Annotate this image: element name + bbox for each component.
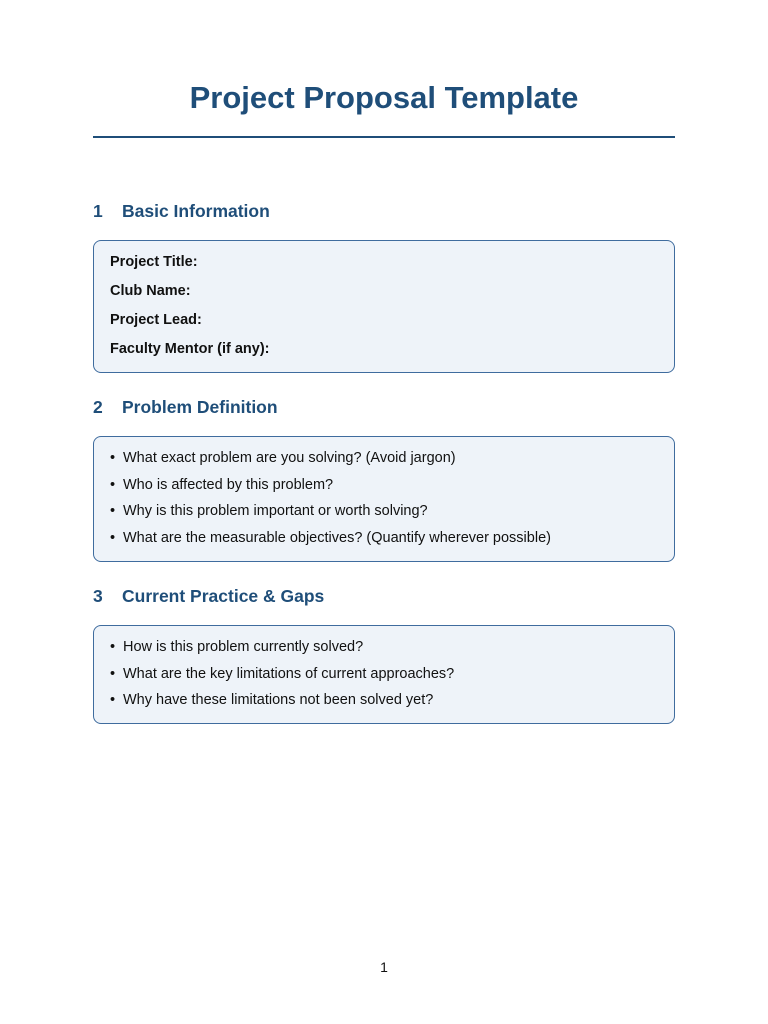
section-title: Basic Information [122,201,270,221]
bullet-icon: • [110,530,116,546]
section-number: 1 [93,201,103,221]
list-item: • What are the key limitations of current approaches? [110,666,455,682]
bullet-icon: • [110,477,116,493]
bullet-icon: • [110,692,116,708]
list-item: • Why have these limitations not been solved yet? [110,692,434,708]
current-practice-box [93,625,675,724]
section-heading-problem-definition [93,396,278,418]
section-number: 3 [93,586,103,606]
bullet-icon: • [110,503,116,519]
list-item: • Who is affected by this problem? [110,477,334,493]
basic-information-box [93,240,675,373]
list-item: • What are the measurable objectives? (Quantify wherever possible) [110,530,551,546]
bullet-icon: • [110,666,116,682]
club-name-field: Club Name: [110,283,191,299]
bullet-icon: • [110,639,116,655]
list-item: • Why is this problem important or worth solving? [110,503,428,519]
list-item: • How is this problem currently solved? [110,639,364,655]
section-heading-current-practice [93,585,324,607]
section-heading-basic-information [93,200,270,222]
title-divider [93,136,675,138]
page-title: Project Proposal Template [189,80,579,115]
bullet-icon: • [110,450,116,466]
problem-definition-box [93,436,675,562]
list-item: • What exact problem are you solving? (Avoid jargon) [110,450,456,466]
project-title-field: Project Title: [110,254,198,270]
page-number: 1 [380,959,388,975]
project-lead-field: Project Lead: [110,312,202,328]
section-number: 2 [93,397,103,417]
section-title: Current Practice & Gaps [122,586,325,606]
faculty-mentor-field: Faculty Mentor (if any): [110,341,270,357]
section-title: Problem Definition [122,397,278,417]
